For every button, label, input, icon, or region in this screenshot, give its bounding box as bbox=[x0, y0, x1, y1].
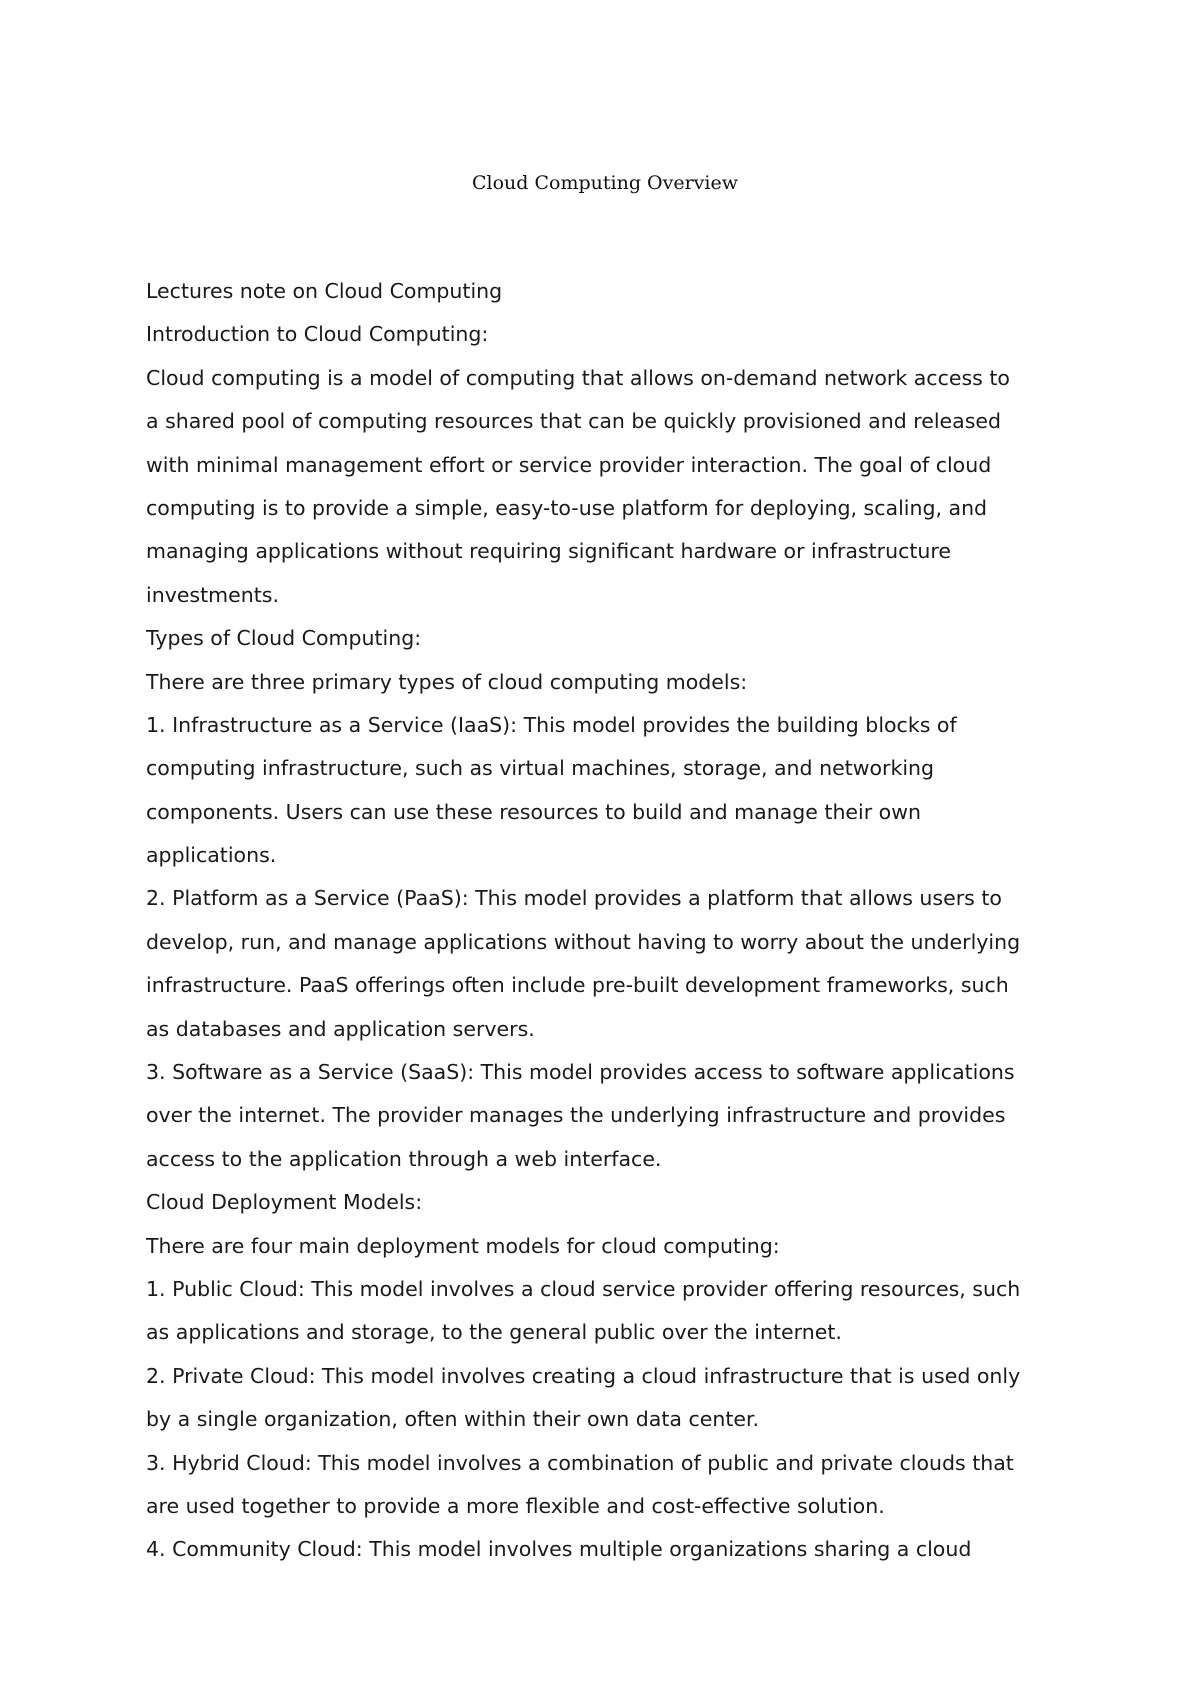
document-title: Cloud Computing Overview bbox=[472, 172, 738, 194]
text-line: Types of Cloud Computing: bbox=[146, 626, 422, 651]
text-line: computing is to provide a simple, easy-to-use platform for deploying, scaling, and bbox=[146, 495, 988, 520]
text-line: investments. bbox=[146, 582, 279, 607]
text-line: applications. bbox=[146, 843, 277, 868]
text-line: computing infrastructure, such as virtual machines, storage, and networking bbox=[146, 756, 935, 781]
text-line: managing applications without requiring significant hardware or infrastructure bbox=[146, 539, 951, 564]
text-line: 3. Software as a Service (SaaS): This model provides access to software applications bbox=[146, 1060, 1015, 1085]
text-line: by a single organization, often within their own data center. bbox=[146, 1407, 760, 1432]
text-line: infrastructure. PaaS offerings often include pre-built development frameworks, such bbox=[146, 973, 1009, 998]
text-line: over the internet. The provider manages the underlying infrastructure and provides bbox=[146, 1103, 1006, 1128]
text-line: components. Users can use these resources to build and manage their own bbox=[146, 799, 921, 824]
text-line: 2. Private Cloud: This model involves creating a cloud infrastructure that is used only bbox=[146, 1363, 1021, 1388]
text-line: There are three primary types of cloud computing models: bbox=[146, 669, 748, 694]
text-line: There are four main deployment models for cloud computing: bbox=[146, 1233, 780, 1258]
text-line: as applications and storage, to the general public over the internet. bbox=[146, 1320, 842, 1345]
text-line: Cloud Deployment Models: bbox=[146, 1190, 423, 1215]
text-line: develop, run, and manage applications without having to worry about the underlying bbox=[146, 929, 1021, 954]
text-line: Introduction to Cloud Computing: bbox=[146, 322, 489, 347]
text-line: 1. Infrastructure as a Service (IaaS): This model provides the building blocks of bbox=[146, 712, 957, 737]
text-line: Cloud computing is a model of computing that allows on-demand network access to bbox=[146, 365, 1010, 390]
text-line: are used together to provide a more flexible and cost-effective solution. bbox=[146, 1493, 885, 1518]
text-line: with minimal management effort or service provider interaction. The goal of cloud bbox=[146, 452, 992, 477]
text-line: a shared pool of computing resources that can be quickly provisioned and released bbox=[146, 409, 1002, 434]
text-line: as databases and application servers. bbox=[146, 1016, 535, 1041]
document-body bbox=[146, 270, 1066, 1572]
text-line: 2. Platform as a Service (PaaS): This model provides a platform that allows users to bbox=[146, 886, 1002, 911]
text-line: 1. Public Cloud: This model involves a cloud service provider offering resources, such bbox=[146, 1276, 1021, 1301]
text-line: 4. Community Cloud: This model involves multiple organizations sharing a cloud bbox=[146, 1537, 972, 1562]
text-line: Lectures note on Cloud Computing bbox=[146, 279, 503, 303]
text-line: access to the application through a web interface. bbox=[146, 1146, 662, 1171]
text-line: 3. Hybrid Cloud: This model involves a combination of public and private clouds that bbox=[146, 1450, 1014, 1475]
